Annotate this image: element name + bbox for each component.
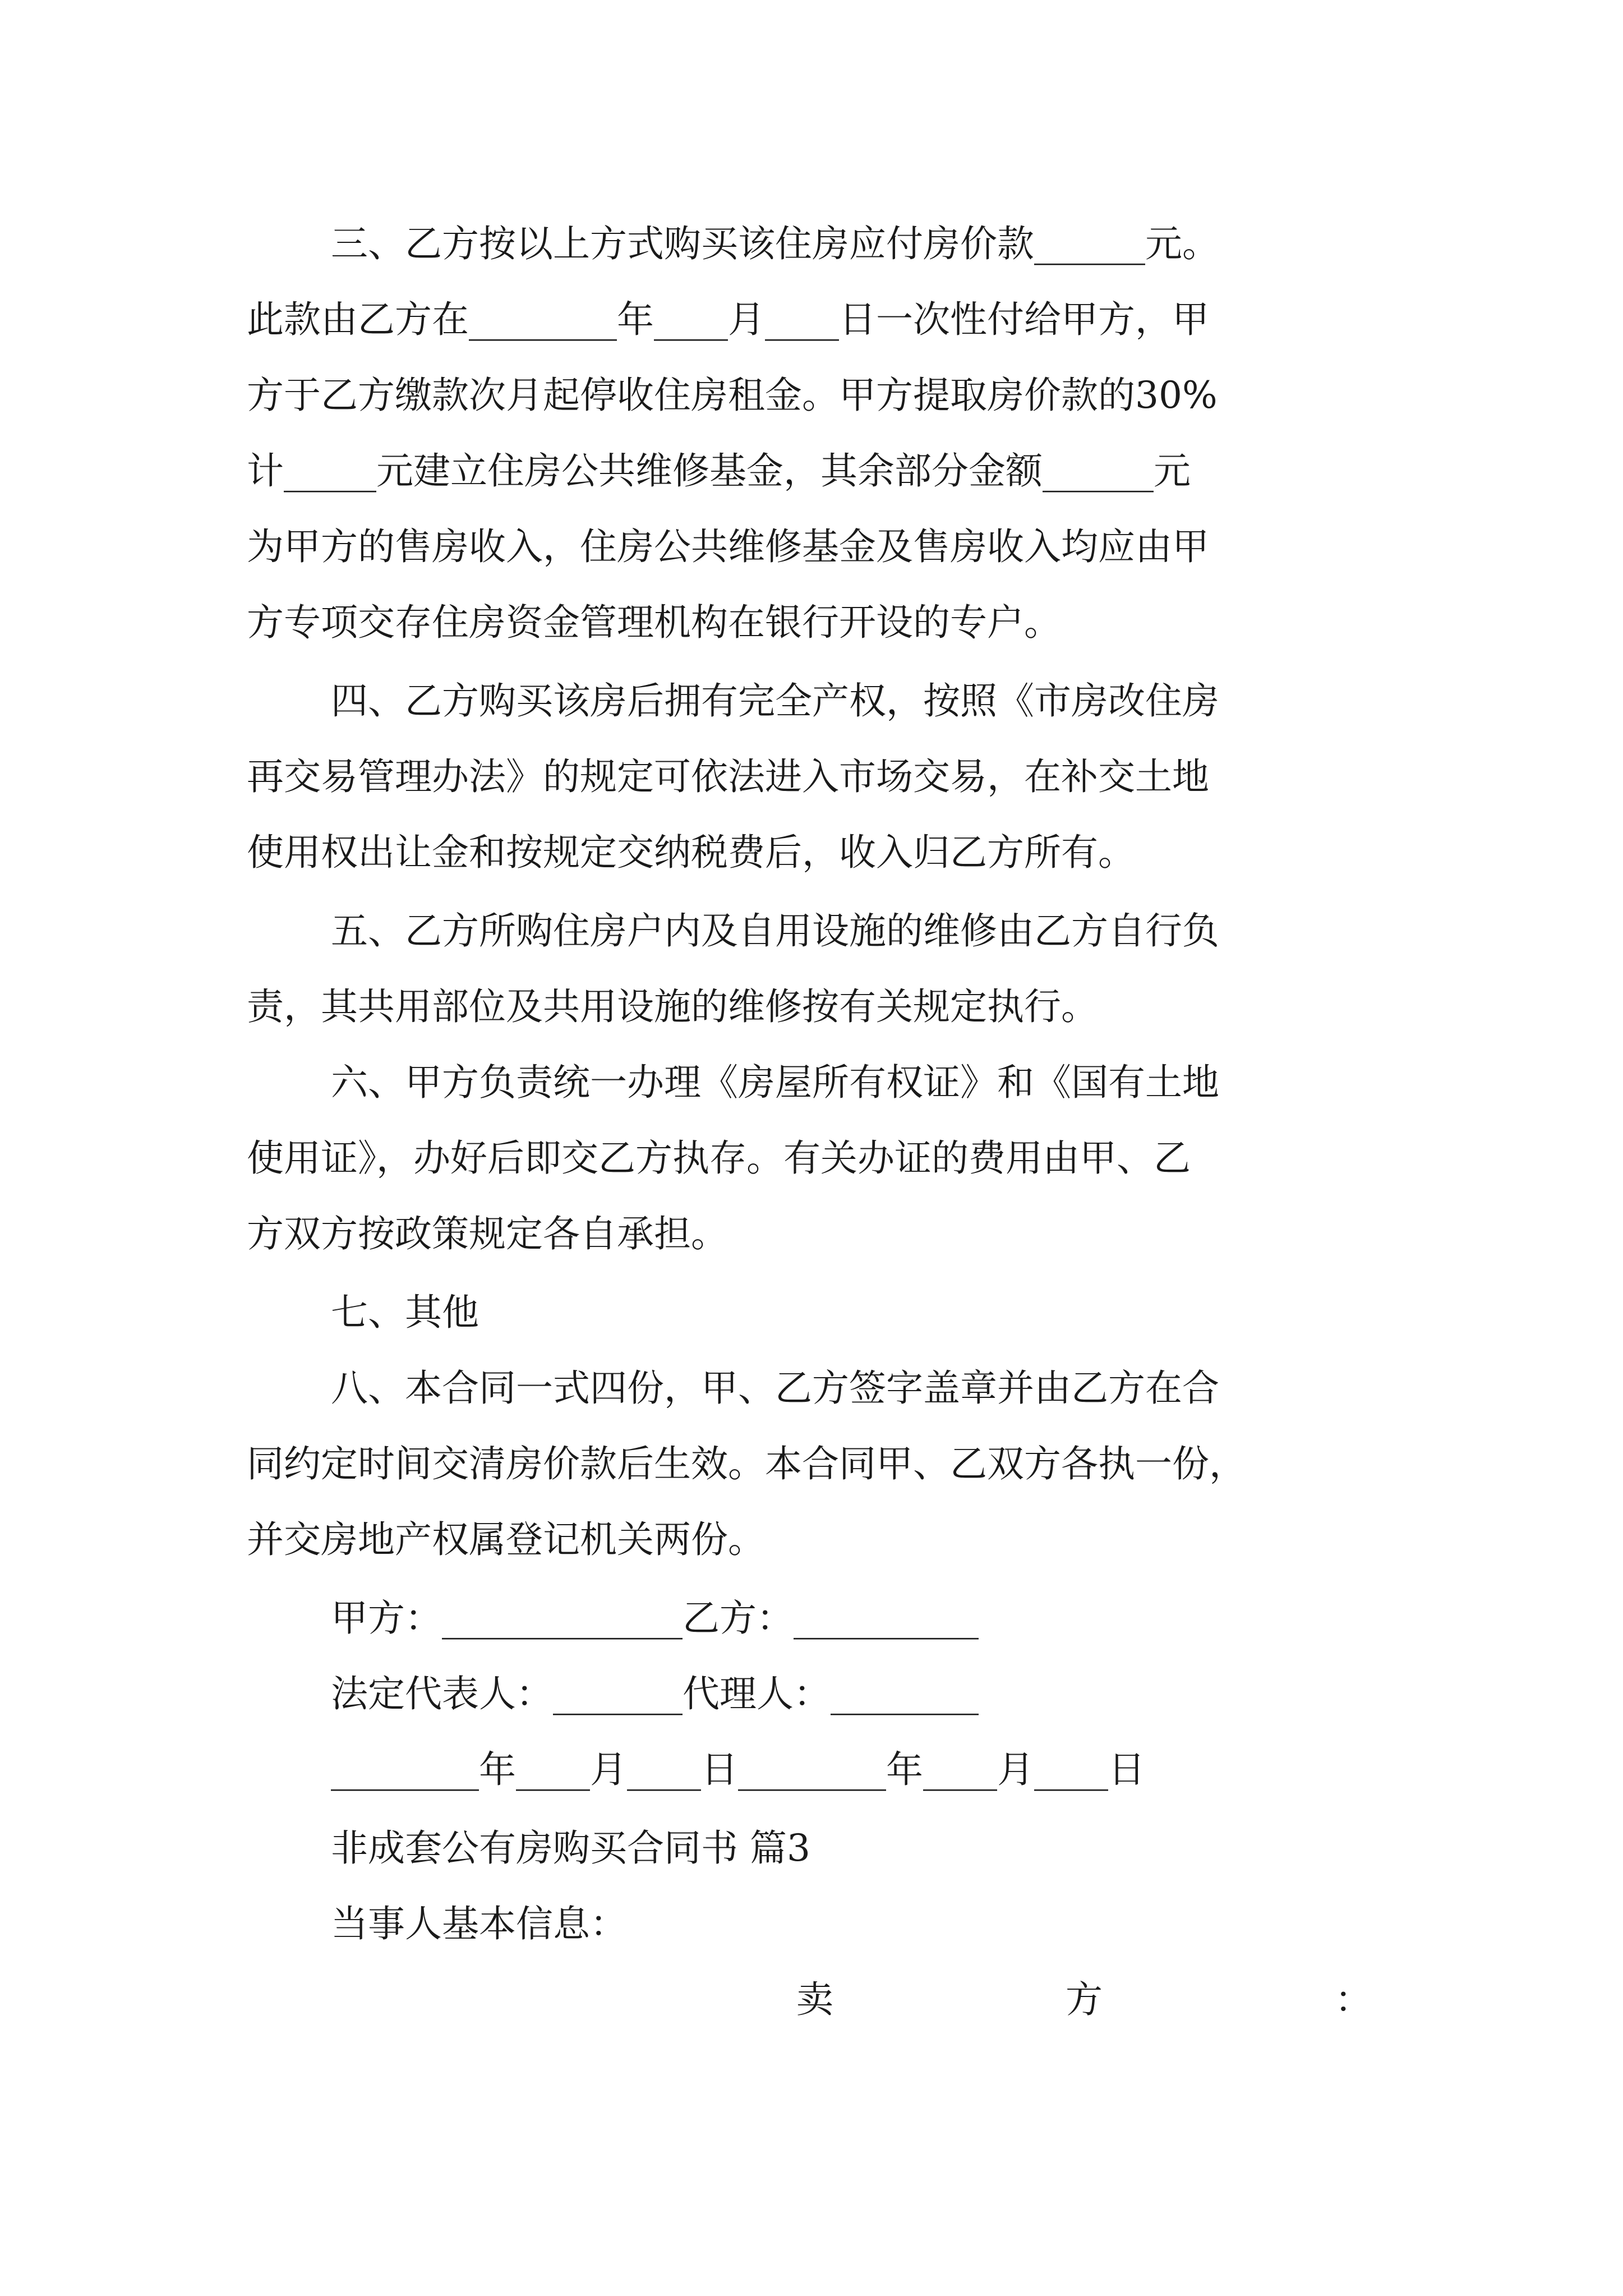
clause-6-line-3: 方双方按政策规定各自承担。 [247,1212,728,1255]
party-signature-line: 甲方：_____________乙方：__________ [331,1596,979,1640]
clause-3-line-5: 为甲方的售房收入，住房公共维修基金及售房收入均应由甲 [247,525,1209,568]
clause-7: 七、其他 [331,1291,479,1334]
party-info-heading: 当事人基本信息： [331,1902,627,1945]
clause-3-line-1: 三、乙方按以上方式购买该住房应付房价款______元。 [331,222,1219,265]
clause-4-line-1: 四、乙方购买该房后拥有完全产权，按照《市房改住房 [331,679,1219,723]
clause-8-line-3: 并交房地产权属登记机关两份。 [247,1518,765,1561]
clause-3-line-2: 此款由乙方在________年____月____日一次性付给甲方，甲 [247,298,1209,341]
clause-3-line-4: 计_____元建立住房公共维修基金，其余部分金额______元 [247,449,1191,493]
clause-8-line-1: 八、本合同一式四份，甲、乙方签字盖章并由乙方在合 [331,1366,1219,1410]
clause-5-line-2: 责，其共用部位及共用设施的维修按有关规定执行。 [247,985,1098,1028]
clause-3-line-3: 方于乙方缴款次月起停收住房租金。甲方提取房价款的30% [247,374,1218,417]
clause-6-line-2: 使用证》，办好后即交乙方执存。有关办证的费用由甲、乙 [247,1137,1191,1180]
clause-4-line-3: 使用权出让金和按规定交纳税费后，收入归乙方所有。 [247,831,1135,874]
clause-6-line-1: 六、甲方负责统一办理《房屋所有权证》和《国有土地 [331,1061,1219,1104]
clause-3-line-6: 方专项交存住房资金管理机构在银行开设的专户。 [247,601,1061,644]
clause-5-line-1: 五、乙方所购住房户内及自用设施的维修由乙方自行负 [331,909,1219,953]
clause-8-line-2: 同约定时间交清房价款后生效。本合同甲、乙双方各执一份， [247,1442,1246,1485]
seller-label-char-1: 卖 [796,1978,833,2021]
date-line: ________年____月____日________年____月____日 [331,1748,1145,1791]
clause-4-line-2: 再交易管理办法》的规定可依法进入市场交易，在补交土地 [247,755,1209,798]
section-heading: 非成套公有房购买合同书 篇3 [331,1826,810,1870]
representative-signature-line: 法定代表人：_______代理人：________ [331,1672,979,1715]
seller-label-char-2: 方 [1066,1978,1103,2021]
seller-label-colon: ： [1335,1978,1372,2021]
